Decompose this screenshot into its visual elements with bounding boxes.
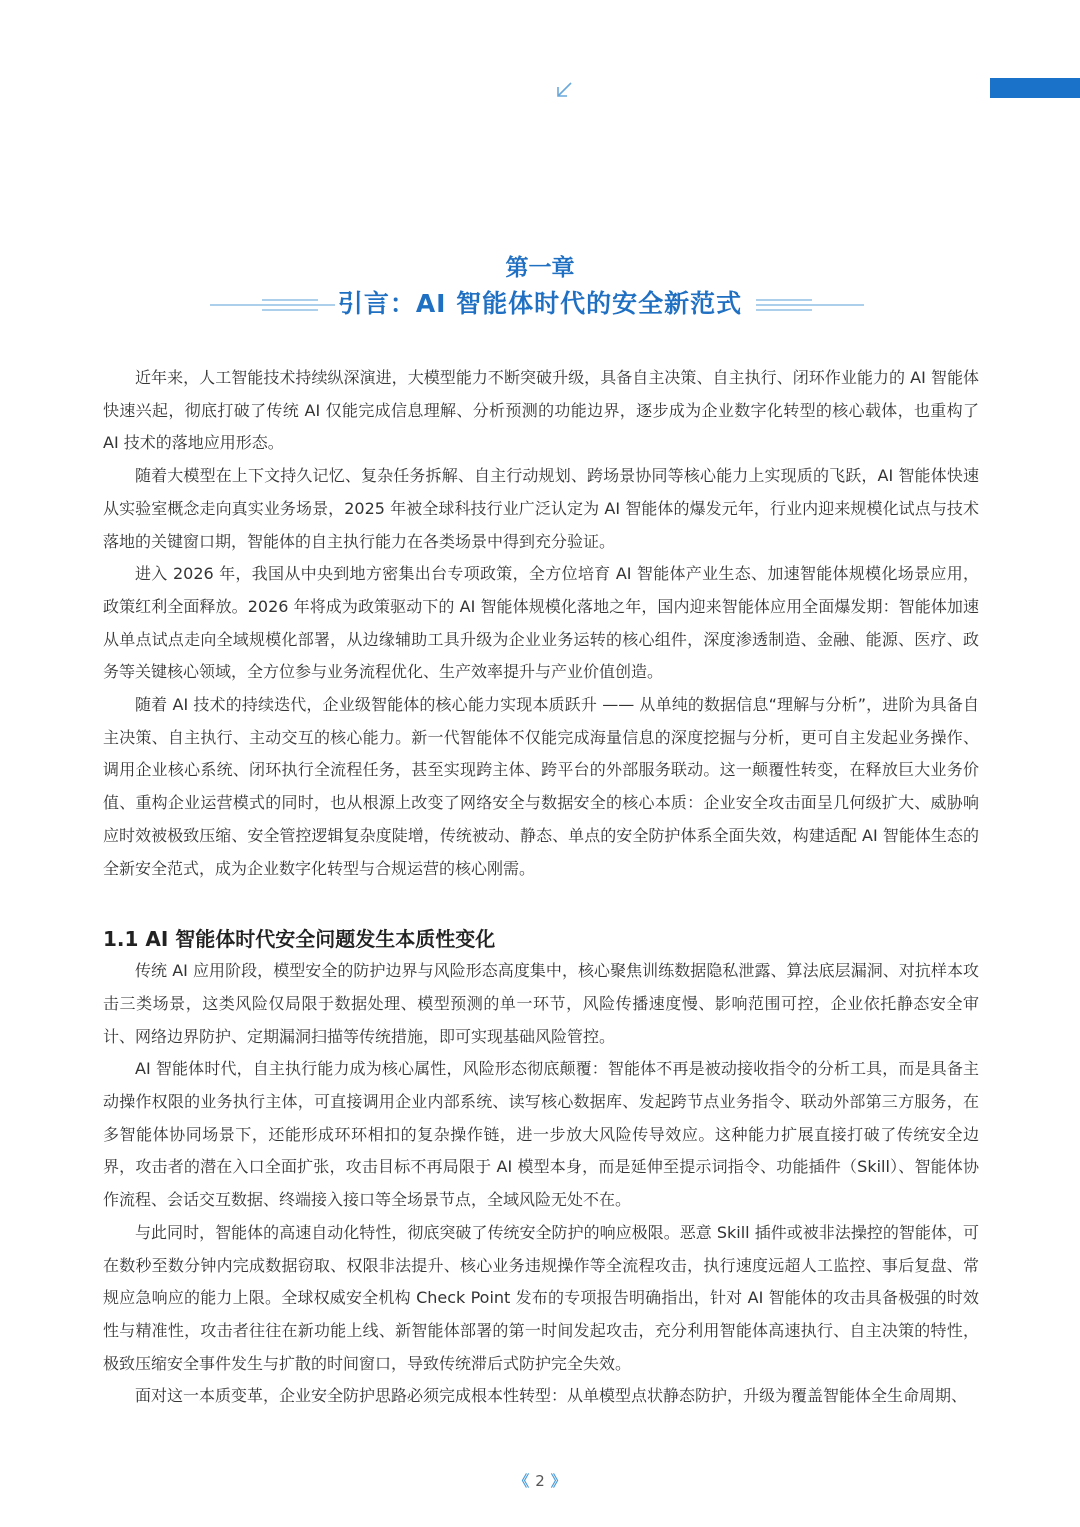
page-number: 2 [535, 1472, 545, 1490]
section-paragraph: AI 智能体时代，自主执行能力成为核心属性，风险形态彻底颠覆：智能体不再是被动接收指令的分析工具，而是具备主动操作权限的业务执行主体，可直接调用企业内部系统、读写核心数据库、发起跨节点业务指令、联动外部第三方服务，在多智能体协同场景下，还能形成环环相扣的复杂操作链，进一步放大风险传导效应。这种能力扩展直接打破了传统安全边界，攻击者的潜在入口全面扩张，攻击目标不再局限于 AI 模型本身，而是延伸至提示词指令、功能插件（Skill）、智能体协作流程、会话交互数据、终端接入接口等全场景节点，全域风险无处不在。 [103, 1059, 979, 1210]
intro-paragraph: 随着大模型在上下文持久记忆、复杂任务拆解、自主行动规划、跨场景协同等核心能力上实现质的飞跃，AI 智能体快速从实验室概念走向真实业务场景，2025 年被全球科技行业广泛认定为 AI 智能体的爆发元年，行业内迎来规模化试点与技术落地的关键窗口期，智能体的自主执行能力在各类场景中得到充分验证。 [103, 466, 979, 551]
intro-paragraph: 随着 AI 技术的持续迭代，企业级智能体的核心能力实现本质跃升 —— 从单纯的数据信息“理解与分析”，进阶为具备自主决策、自主执行、主动交互的核心能力。新一代智能体不仅能完成海量信息的深度挖掘与分析，更可自主发起业务操作、调用企业核心系统、闭环执行全流程任务，甚至实现跨主体、跨平台的外部服务联动。这一颠覆性转变，在释放巨大业务价值、重构企业运营模式的同时，也从根源上改变了网络安全与数据安全的核心本质：企业安全攻击面呈几何级扩大、威胁响应时效被极致压缩、安全管控逻辑复杂度陡增，传统被动、静态、单点的安全防护体系全面失效，构建适配 AI 智能体生态的全新安全范式，成为企业数字化转型与合规运营的核心刚需。 [103, 695, 979, 878]
chapter-title: 引言：AI 智能体时代的安全新范式 [337, 289, 743, 318]
section-paragraph: 与此同时，智能体的高速自动化特性，彻底突破了传统安全防护的响应极限。恶意 Skill 插件或被非法操控的智能体，可在数秒至数分钟内完成数据窃取、权限非法提升、核心业务违规操作等全流程攻击，执行速度远超人工监控、事后复盘、常规应急响应的能力上限。全球权威安全机构 Check Point 发布的专项报告明确指出，针对 AI 智能体的攻击具备极强的时效性与精准性，攻击者往往在新功能上线、新智能体部署的第一时间发起攻击，充分利用智能体高速执行、自主决策的特性，极致压缩安全事件发生与扩散的时间窗口，导致传统滞后式防护完全失效。 [103, 1222, 979, 1373]
page-number-footer [0, 1470, 1080, 1491]
right-bracket-icon: 》 [550, 1472, 566, 1490]
corner-arrow-icon [554, 80, 574, 100]
title-decoration-right [756, 297, 881, 313]
section-heading: 1.1 AI 智能体时代安全问题发生本质性变化 [103, 927, 496, 952]
chapter-tab-marker [990, 78, 1080, 98]
intro-paragraph: 近年来，人工智能技术持续纵深演进，大模型能力不断突破升级，具备自主决策、自主执行、闭环作业能力的 AI 智能体快速兴起，彻底打破了传统 AI 仅能完成信息理解、分析预测的功能边界，逐步成为企业数字化转型的核心载体，也重构了 AI 技术的落地应用形态。 [103, 368, 979, 453]
intro-paragraph: 进入 2026 年，我国从中央到地方密集出台专项政策，全方位培育 AI 智能体产业生态、加速智能体规模化场景应用，政策红利全面释放。2026 年将成为政策驱动下的 AI 智能体规模化落地之年，国内迎来智能体应用全面爆发期：智能体加速从单点试点走向全域规模化部署，从边缘辅助工具升级为企业业务运转的核心组件，深度渗透制造、金融、能源、医疗、政务等关键核心领域，全方位参与业务流程优化、生产效率提升与产业价值创造。 [103, 564, 979, 682]
section-paragraph: 面对这一本质变革，企业安全防护思路必须完成根本性转型：从单模型点状静态防护，升级为覆盖智能体全生命周期、 [135, 1386, 968, 1406]
document-body [103, 362, 979, 1413]
chapter-header [0, 252, 1080, 324]
chapter-number: 第一章 [505, 255, 575, 281]
left-bracket-icon: 《 [514, 1472, 530, 1490]
section-paragraph: 传统 AI 应用阶段，模型安全的防护边界与风险形态高度集中，核心聚焦训练数据隐私泄露、算法底层漏洞、对抗样本攻击三类场景，这类风险仅局限于数据处理、模型预测的单一环节，风险传播速度慢、影响范围可控，企业依托静态安全审计、网络边界防护、定期漏洞扫描等传统措施，即可实现基础风险管控。 [103, 961, 979, 1046]
